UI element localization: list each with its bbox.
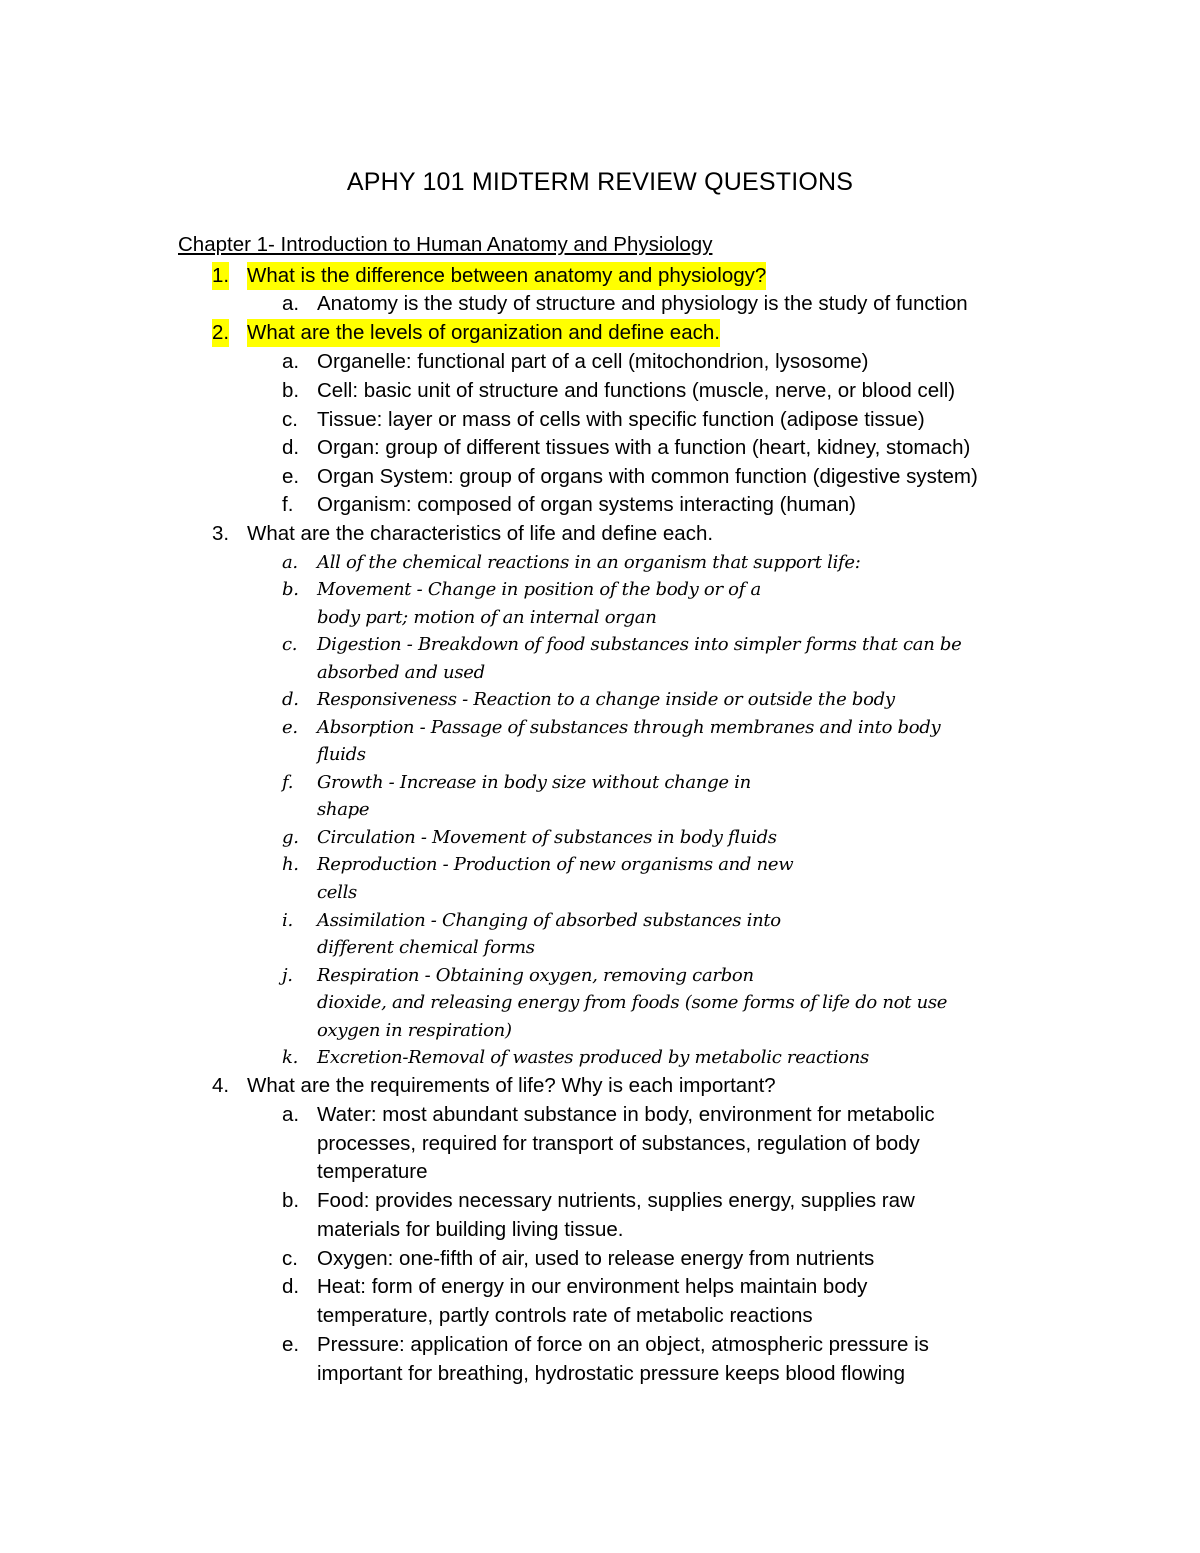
answer-item <box>0 290 1200 318</box>
question-text: What is the difference between anatomy and physiology? <box>247 262 766 290</box>
answer-letter: f. <box>282 493 294 516</box>
answer-item <box>0 962 1200 990</box>
answer-item <box>0 1101 1200 1129</box>
answer-letter: e. <box>282 1333 300 1356</box>
answer-item <box>0 377 1200 405</box>
answer-item <box>0 851 1200 879</box>
answer-text: materials for building living tissue. <box>317 1218 624 1241</box>
answer-text: Cell: basic unit of structure and functions (muscle, nerve, or blood cell) <box>317 379 956 402</box>
answer-letter: b. <box>282 579 299 600</box>
answer-text: Circulation - Movement of substances in body fluids <box>317 827 777 848</box>
answer-letter: b. <box>282 379 300 402</box>
answer-letter: d. <box>282 436 300 459</box>
chapter-heading: Chapter 1- Introduction to Human Anatomy and Physiology <box>178 233 713 256</box>
question-3 <box>0 520 1200 548</box>
answer-continuation <box>0 1360 1200 1388</box>
question-number: 3. <box>212 522 230 545</box>
answer-letter: f. <box>282 772 294 793</box>
answer-item <box>0 1187 1200 1215</box>
answer-text: Excretion-Removal of wastes produced by metabolic reactions <box>317 1047 869 1068</box>
question-text: What are the requirements of life? Why is each important? <box>247 1074 776 1097</box>
answer-item <box>0 686 1200 714</box>
answer-text: Food: provides necessary nutrients, supplies energy, supplies raw <box>317 1189 915 1212</box>
answer-letter: a. <box>282 1103 300 1126</box>
answer-text: oxygen in respiration) <box>317 1020 512 1041</box>
answer-text: Growth - Increase in body size without change in <box>317 772 751 793</box>
answer-item <box>0 348 1200 376</box>
answer-letter: k. <box>282 1047 299 1068</box>
answer-item <box>0 631 1200 659</box>
answer-letter: j. <box>282 965 293 986</box>
answer-text: important for breathing, hydrostatic pressure keeps blood flowing <box>317 1362 905 1385</box>
answer-text: Digestion - Breakdown of food substances into simpler forms that can be <box>317 634 962 655</box>
answer-text: Anatomy is the study of structure and physiology is the study of function <box>317 292 968 315</box>
question-2 <box>0 319 1200 347</box>
answer-letter: a. <box>282 350 300 373</box>
answer-text: Organelle: functional part of a cell (mitochondrion, lysosome) <box>317 350 869 373</box>
answer-text: Respiration - Obtaining oxygen, removing carbon <box>317 965 754 986</box>
answer-text: Water: most abundant substance in body, environment for metabolic <box>317 1103 935 1126</box>
answer-text: Organ System: group of organs with common function (digestive system) <box>317 465 978 488</box>
answer-text: fluids <box>317 744 366 765</box>
answer-text: cells <box>317 882 357 903</box>
answer-text: different chemical forms <box>317 937 535 958</box>
answer-continuation <box>0 659 1200 687</box>
answer-text: temperature <box>317 1160 428 1183</box>
answer-text: Assimilation - Changing of absorbed substances into <box>317 910 781 931</box>
answer-continuation <box>0 1216 1200 1244</box>
answer-item <box>0 769 1200 797</box>
answer-text: Oxygen: one-fifth of air, used to release energy from nutrients <box>317 1247 875 1270</box>
answer-letter: c. <box>282 408 298 431</box>
answer-text: absorbed and used <box>317 662 485 683</box>
answer-item <box>0 1245 1200 1273</box>
question-number: 1. <box>212 262 229 290</box>
answer-text: All of the chemical reactions in an organism that support life: <box>317 552 861 573</box>
answer-letter: d. <box>282 689 299 710</box>
answer-continuation <box>0 796 1200 824</box>
answer-text: Responsiveness - Reaction to a change inside or outside the body <box>317 689 895 710</box>
page-title: APHY 101 MIDTERM REVIEW QUESTIONS <box>346 168 854 196</box>
answer-text: Organ: group of different tissues with a function (heart, kidney, stomach) <box>317 436 971 459</box>
answer-letter: h. <box>282 854 299 875</box>
answer-continuation <box>0 604 1200 632</box>
question-text: What are the levels of organization and define each. <box>247 319 720 347</box>
question-4 <box>0 1072 1200 1100</box>
answer-text: Movement - Change in position of the body or of a <box>317 579 761 600</box>
question-text: What are the characteristics of life and define each. <box>247 522 714 545</box>
answer-text: dioxide, and releasing energy from foods (some forms of life do not use <box>317 992 948 1013</box>
answer-item <box>0 549 1200 577</box>
answer-text: processes, required for transport of substances, regulation of body <box>317 1132 920 1155</box>
question-1 <box>0 262 1200 290</box>
answer-item <box>0 576 1200 604</box>
answer-continuation <box>0 1302 1200 1330</box>
answer-continuation <box>0 1158 1200 1186</box>
answer-item <box>0 1273 1200 1301</box>
question-number: 4. <box>212 1074 230 1097</box>
answer-item <box>0 491 1200 519</box>
answer-item <box>0 714 1200 742</box>
answer-continuation <box>0 741 1200 769</box>
answer-text: Reproduction - Production of new organisms and new <box>317 854 794 875</box>
answer-text: shape <box>317 799 370 820</box>
answer-letter: g. <box>282 827 299 848</box>
answer-text: Absorption - Passage of substances through membranes and into body <box>317 717 941 738</box>
answer-letter: e. <box>282 717 298 738</box>
answer-text: Tissue: layer or mass of cells with specific function (adipose tissue) <box>317 408 925 431</box>
answer-text: body part; motion of an internal organ <box>317 607 657 628</box>
answer-letter: a. <box>282 292 300 315</box>
answer-text: temperature, partly controls rate of metabolic reactions <box>317 1304 813 1327</box>
answer-letter: i. <box>282 910 293 931</box>
answer-letter: c. <box>282 634 298 655</box>
answer-item <box>0 463 1200 491</box>
answer-item <box>0 1044 1200 1072</box>
answer-continuation <box>0 989 1200 1017</box>
answer-letter: a. <box>282 552 298 573</box>
answer-continuation <box>0 934 1200 962</box>
question-number: 2. <box>212 319 229 347</box>
answer-letter: e. <box>282 465 300 488</box>
answer-text: Pressure: application of force on an object, atmospheric pressure is <box>317 1333 929 1356</box>
answer-continuation <box>0 879 1200 907</box>
answer-continuation <box>0 1017 1200 1045</box>
answer-item <box>0 1331 1200 1359</box>
answer-item <box>0 406 1200 434</box>
answer-item <box>0 434 1200 462</box>
answer-continuation <box>0 1130 1200 1158</box>
answer-item <box>0 824 1200 852</box>
answer-text: Heat: form of energy in our environment helps maintain body <box>317 1275 868 1298</box>
answer-item <box>0 907 1200 935</box>
answer-letter: b. <box>282 1189 300 1212</box>
answer-text: Organism: composed of organ systems interacting (human) <box>317 493 856 516</box>
answer-letter: c. <box>282 1247 298 1270</box>
answer-letter: d. <box>282 1275 300 1298</box>
